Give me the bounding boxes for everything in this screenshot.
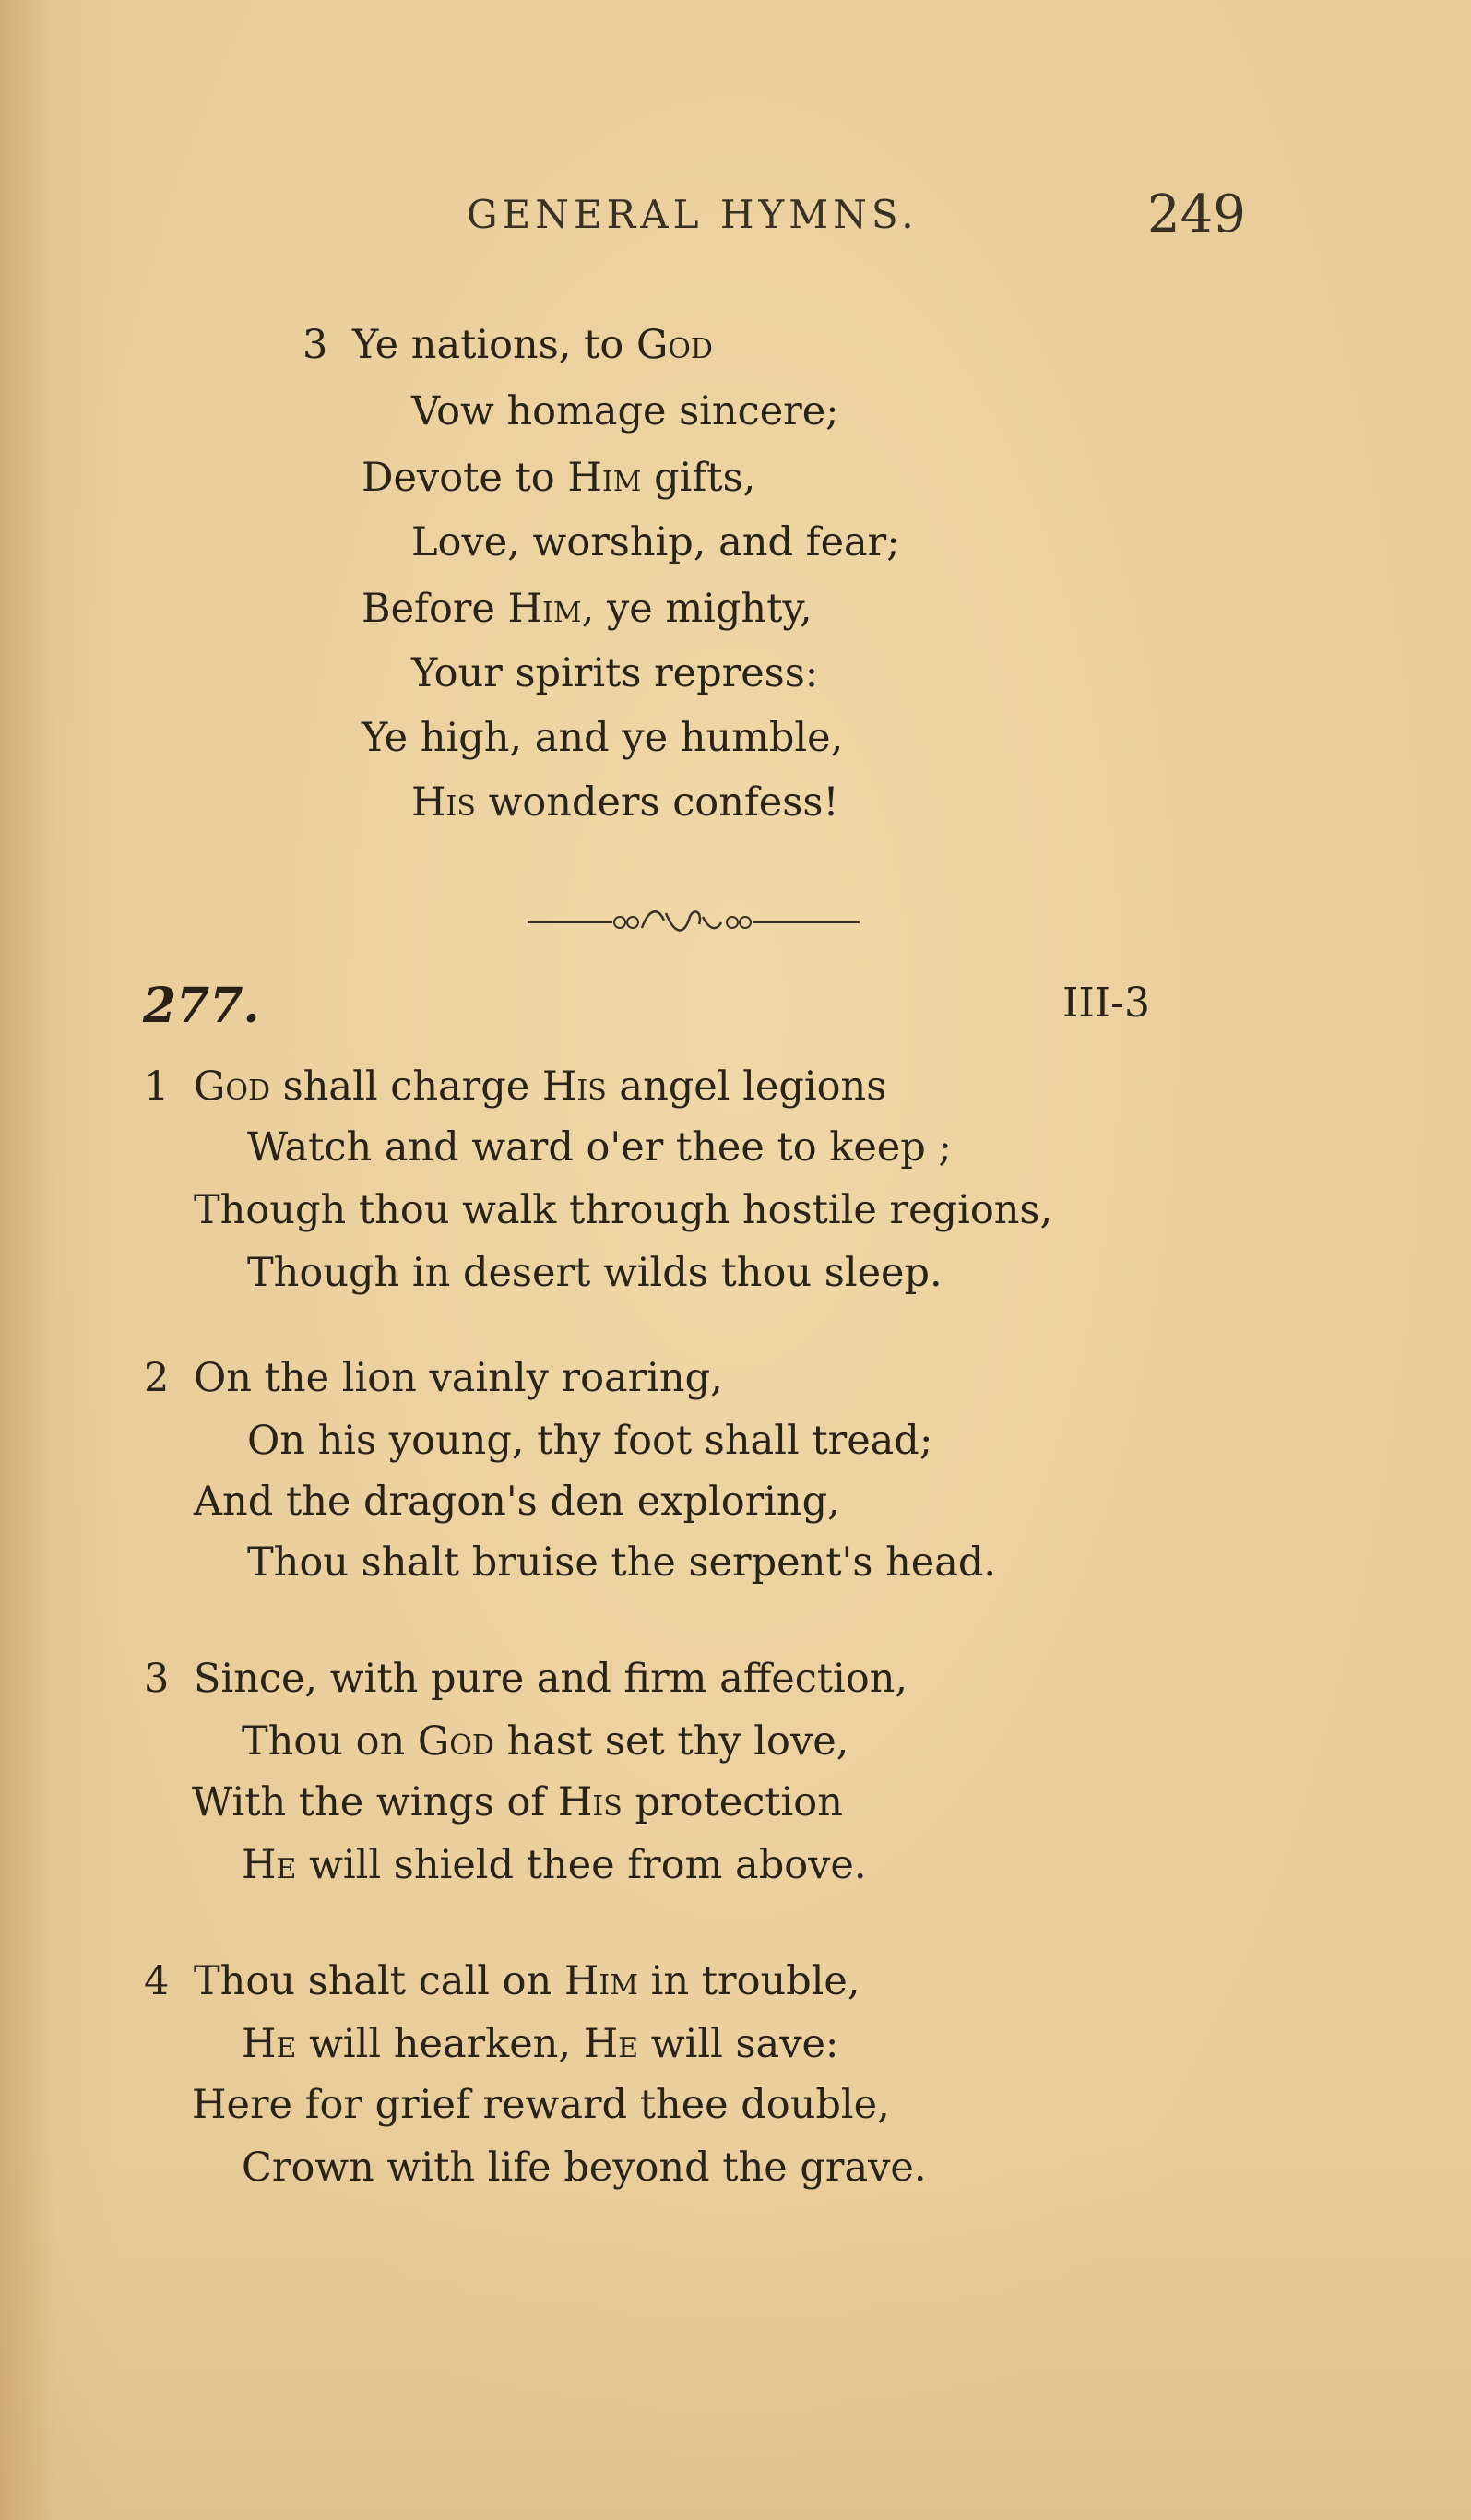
verse-line: 1 God shall charge His angel legions [144, 1061, 886, 1112]
verse-line: 4 Thou shalt call on Him in trouble, [144, 1955, 860, 2007]
stanza-number: 4 [144, 1958, 170, 2004]
verse-line: 3 Ye nations, to God [303, 319, 713, 371]
running-title: GENERAL HYMNS. [467, 192, 919, 237]
verse-line: Your spirits repress: [411, 650, 819, 696]
verse-line: He will shield thee from above. [242, 1842, 867, 1888]
verse-line: Here for grief reward thee double, [192, 2082, 890, 2128]
verse-line: With the wings of His protection [192, 1779, 843, 1825]
verse-line: On his young, thy foot shall tread; [247, 1418, 933, 1464]
verse-line: Though in desert wilds thou sleep. [247, 1250, 943, 1296]
verse-line: He will hearken, He will save: [242, 2021, 839, 2067]
verse-line: 3 Since, with pure and firm affection, [144, 1653, 908, 1705]
hymn-number: 277. [143, 978, 260, 1034]
verse-line: Vow homage sincere; [411, 388, 839, 434]
verse-line: Watch and ward o'er thee to keep ; [247, 1124, 952, 1171]
verse-line: Devote to Him gifts, [362, 455, 756, 501]
verse-line: Though thou walk through hostile regions, [194, 1187, 1053, 1233]
verse-line: Crown with life beyond the grave. [242, 2145, 927, 2191]
verse-line: Thou shalt bruise the serpent's head. [247, 1539, 997, 1586]
verse-line: Before Him, ye mighty, [362, 586, 813, 632]
page-number: 249 [1147, 184, 1246, 244]
hymn-meter: III-3 [1062, 980, 1151, 1027]
verse-line: Thou on God hast set thy love, [242, 1718, 849, 1765]
stanza-number: 3 [303, 322, 328, 368]
stanza-number: 1 [144, 1064, 170, 1110]
verse-line: His wonders confess! [411, 779, 839, 826]
divider-ornament-icon [528, 895, 860, 950]
verse-line: 2 On the lion vainly roaring, [144, 1352, 723, 1404]
stanza-number: 2 [144, 1355, 170, 1401]
page-header [0, 184, 1471, 247]
verse-line: And the dragon's den exploring, [194, 1479, 840, 1525]
verse-line: Ye high, and ye humble, [362, 715, 844, 761]
stanza-number: 3 [144, 1656, 170, 1702]
verse-line: Love, worship, and fear; [411, 519, 900, 565]
